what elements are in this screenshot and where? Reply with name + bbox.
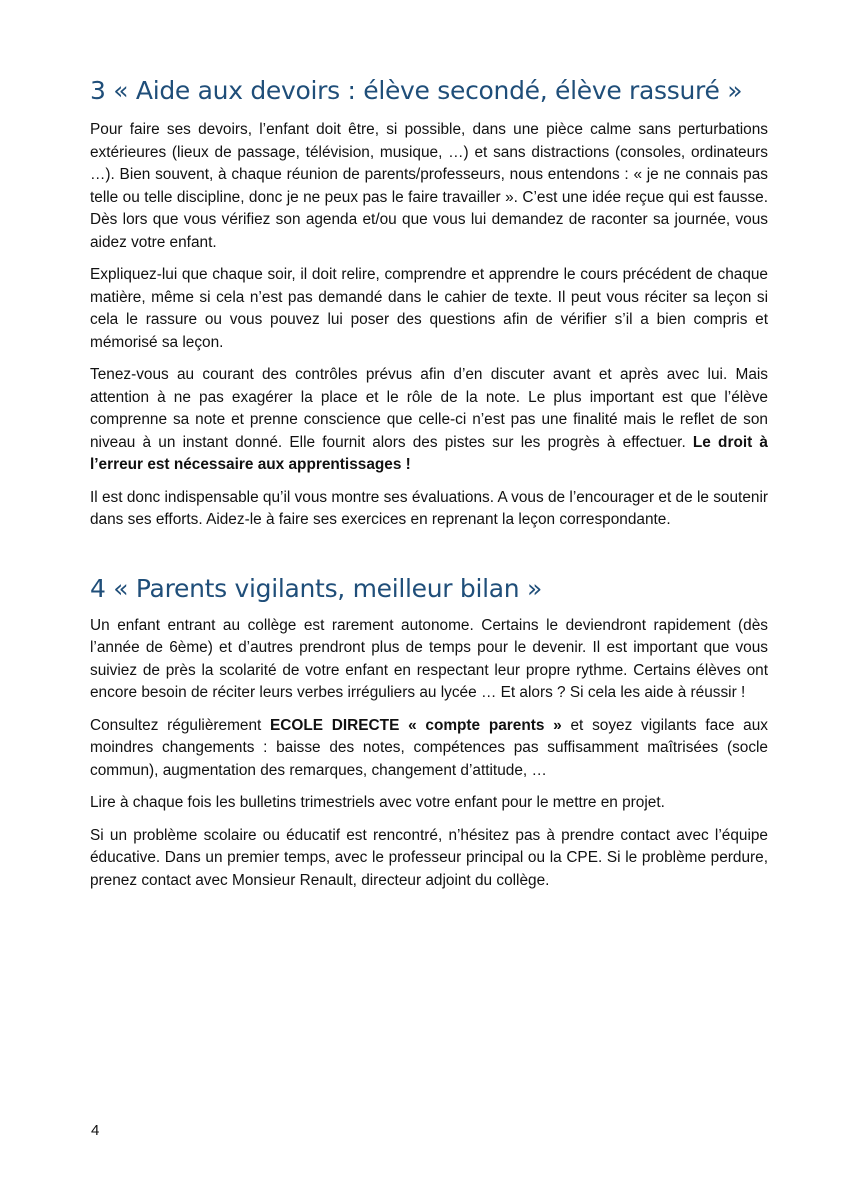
- section-3-paragraph-3: [90, 364, 768, 477]
- section-3-paragraph-2: Expliquez-lui que chaque soir, il doit relire, comprendre et apprendre le cours précédent de chaque matière, même si cela n’est pas demandé dans le cahier de texte. Il peut vous réciter sa leçon si cela le rassure ou vous pouvez lui poser des questions afin de vérifier s’il a bien compris et mémorisé sa leçon.: [90, 266, 768, 351]
- section-3-paragraph-3-bold: Le droit à l’erreur est nécessaire aux apprentissages !: [90, 433, 768, 473]
- section-3-paragraph-3-text: Tenez-vous au courant des contrôles prévus afin d’en discuter avant et après avec lui. Mais attention à ne pas exagérer la place et le rôle de la note. Le plus important est que l’élève comprenne sa note et prenne conscience que celle-ci n’est pas une finalité mais le reflet de son niveau à un instant donné. Elle fournit alors des pistes sur les progrès à effectuer.: [90, 366, 768, 451]
- section-4-paragraph-4: Si un problème scolaire ou éducatif est rencontré, n’hésitez pas à prendre contact avec l’équipe éducative. Dans un premier temps, avec le professeur principal ou la CPE. Si le problème perdure, prenez contact avec Monsieur Renault, directeur adjoint du collège.: [90, 826, 768, 889]
- section-3-paragraph-4: Il est donc indispensable qu’il vous montre ses évaluations. A vous de l’encourager et de le soutenir dans ses efforts. Aidez-le à faire ses exercices en reprenant la leçon correspondante.: [90, 488, 768, 528]
- page-number: 4: [91, 1122, 100, 1139]
- section-4-paragraph-2-post: et soyez vigilants face aux moindres changements : baisse des notes, compétences pas suffisamment maîtrisées (socle commun), augmentation des remarques, changement d’attitude, …: [90, 716, 768, 779]
- section-4-paragraph-1: Un enfant entrant au collège est rarement autonome. Certains le deviendront rapidement (dès l’année de 6ème) et d’autres prendront plus de temps pour le devenir. Il est important que vous suiviez de près la scolarité de votre enfant en respectant leur propre rythme. Certains élèves ont encore besoin de réciter leurs verbes irréguliers au lycée … Et alors ? Si cela les aide à réussir !: [90, 616, 768, 701]
- section-4-paragraph-3: Lire à chaque fois les bulletins trimestriels avec votre enfant pour le mettre en projet.: [90, 794, 665, 811]
- section-4-heading: 4 « Parents vigilants, meilleur bilan »: [90, 573, 542, 603]
- section-4-paragraph-2-bold: ECOLE DIRECTE « compte parents »: [270, 716, 562, 734]
- section-4-paragraph-2-pre: Consultez régulièrement: [90, 716, 271, 734]
- section-3-heading: 3 « Aide aux devoirs : élève secondé, élève rassuré »: [90, 76, 743, 105]
- section-4-paragraph-2: [90, 715, 768, 783]
- section-3-paragraph-1: Pour faire ses devoirs, l’enfant doit être, si possible, dans une pièce calme sans perturbations extérieures (lieux de passage, télévision, musique, …) et sans distractions (consoles, ordinateurs …). Bien souvent, à chaque réunion de parents/professeurs, nous entendons : « je ne connais pas telle ou telle discipline, donc je ne peux pas le faire travailler ». C’est une idée reçue qui est fausse. Dès lors que vous vérifiez son agenda et/ou que vous lui demandez de raconter sa journée, vous aidez votre enfant.: [90, 121, 768, 251]
- document-page: [90, 70, 768, 902]
